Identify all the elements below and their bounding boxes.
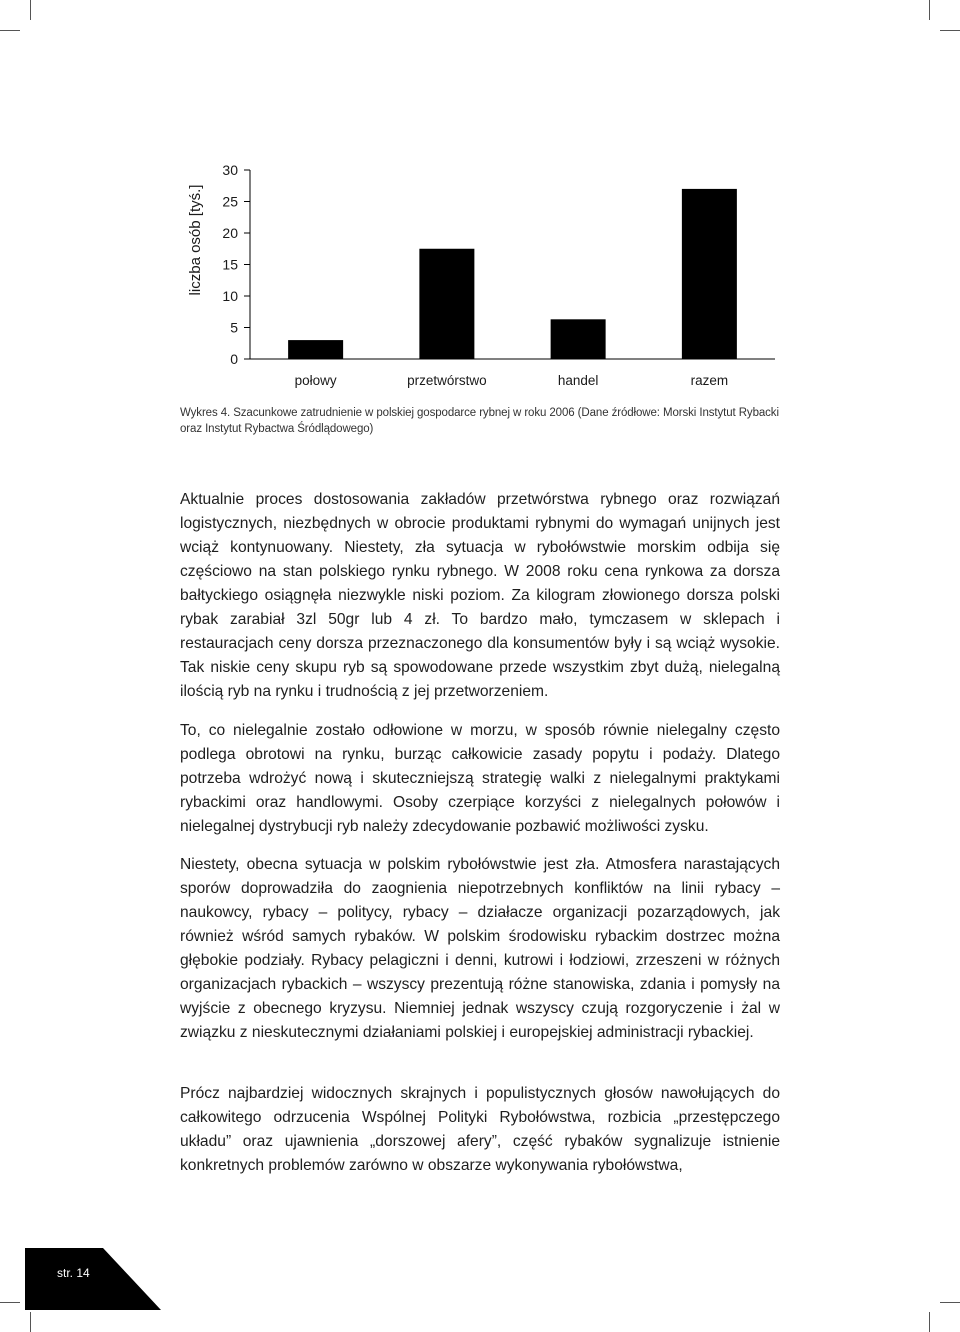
bar-0	[288, 340, 343, 359]
y-axis-label: liczba osób [tyś.]	[187, 184, 204, 296]
x-category-label: połowy	[294, 373, 337, 388]
page-number: str. 14	[57, 1266, 90, 1280]
y-tick-label: 15	[222, 256, 238, 273]
paragraph-4: Prócz najbardziej widocznych skrajnych i populistycznych głosów nawołujących do całkowitego odrzucenia Wspólnej Polityki Rybołówstwa, rozbicia „przestępczego układu” oraz ujawnienia „dorszowej afery”, część rybaków sygnalizuje istnienie konkretnych problemów zarówno w obszarze wykonywania rybołówstwa,	[180, 1085, 780, 1174]
x-category-label: przetwórstwo	[407, 373, 487, 388]
y-tick-label: 10	[222, 288, 238, 304]
x-category-label: handel	[557, 373, 599, 388]
crop-mark-top-left	[30, 0, 31, 20]
y-tick-label: 20	[222, 225, 238, 241]
y-tick-label: 5	[230, 319, 238, 336]
y-tick-label: 0	[230, 351, 238, 367]
crop-mark-bottom-right	[929, 1312, 930, 1332]
x-category-label: razem	[690, 373, 729, 388]
employment-bar-chart	[170, 150, 790, 400]
paragraph-3: Niestety, obecna sytuacja w polskim rybołówstwie jest zła. Atmosfera narastających sporów doprowadziła do zaognienia niepotrzebnych konfliktów na linii rybacy – naukowcy, rybacy – politycy, rybacy – działacze organizacji pozarządowych, jak również wśród samych rybaków. W polskim środowisku rybackim dostrzec można głębokie podziały. Rybacy pelagiczni i denni, kutrowi i łodziowi, zrzeszeni w różnych organizacjach rybackich – wszyscy prezentują różne stanowiska, zdania i pomysły na wyjście z obecnego kryzysu. Niemniej jednak wszyscy czują rozgoryczenie i żal w związku z nieskutecznymi działaniami polskiej i europejskiej administracji rybackiej.	[180, 856, 780, 1041]
crop-mark-bottom-left	[0, 1302, 20, 1303]
bar-1	[419, 249, 474, 359]
paragraph-2: To, co nielegalnie zostało odłowione w morzu, w sposób równie nielegalny często podlega obrotowi na rynku, burząc całkowicie zasady popytu i podaży. Dlatego potrzeba wdrożyć nową i skuteczniejszą strategię walki z nielegalnymi praktykami rybackimi oraz handlowymi. Osoby czerpiące korzyści z nielegalnych połowów i nielegalnej dystrybucji ryb należy zdecydowanie pozbawić możliwości zysku.	[180, 722, 780, 835]
bar-2	[551, 319, 606, 359]
y-tick-label: 30	[222, 162, 238, 178]
y-tick-label: 25	[222, 193, 238, 210]
bar-3	[682, 189, 737, 359]
crop-mark-bottom-left	[30, 1312, 31, 1332]
chart-caption: Wykres 4. Szacunkowe zatrudnienie w polskiej gospodarce rybnej w roku 2006 (Dane źródłowe: Morski Instytut Rybacki oraz Instytut Rybactwa Śródlądowego)	[180, 407, 779, 435]
crop-mark-top-left	[0, 30, 20, 31]
crop-mark-top-right	[929, 0, 930, 20]
page-corner-tab	[25, 1248, 161, 1310]
crop-mark-top-right	[940, 30, 960, 31]
crop-mark-bottom-right	[940, 1302, 960, 1303]
paragraph-1: Aktualnie proces dostosowania zakładów przetwórstwa rybnego oraz rozwiązań logistycznych, niezbędnych w obrocie produktami rybnymi do wymagań unijnych jest wciąż kontynuowany. Niestety, zła sytuacja w rybołówstwie morskim odbija się częściowo na stan polskiego rynku rybnego. W 2008 roku cena rynkowa za dorsza bałtyckiego osiągnęła niezwykle niski poziom. Za kilogram złowionego dorsza polski rybak zarabiał 3zl 50gr lub 4 zł. To bardzo mało, tymczasem w sklepach i restauracjach ceny dorsza przeznaczonego dla konsumentów były i są wciąż wysokie. Tak niskie ceny skupu ryb są spowodowane przede wszystkim zbyt dużą, nielegalną ilością ryb na rynku i trudnością z jej przetworzeniem.	[180, 491, 780, 700]
